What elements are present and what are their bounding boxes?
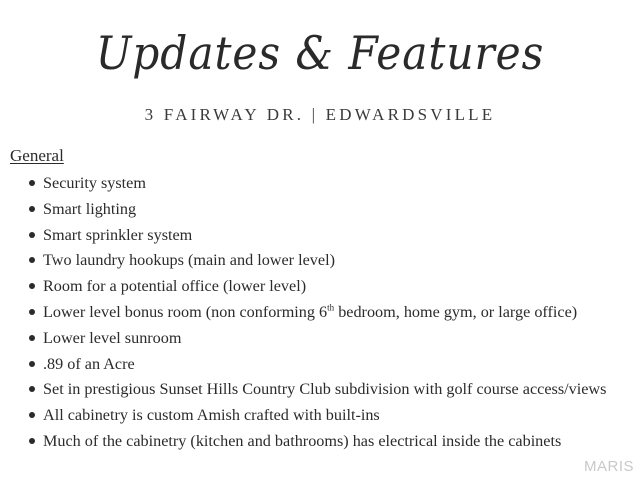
list-item-text-after: bedroom, home gym, or large office): [334, 302, 578, 321]
bullet-icon: [29, 412, 35, 418]
list-item: [0, 327, 640, 353]
bullet-icon: [29, 438, 35, 444]
list-item-text: Security system: [43, 174, 146, 192]
bullet-icon: [29, 206, 35, 212]
bullet-icon: [29, 180, 35, 186]
ordinal-superscript: th: [327, 302, 335, 313]
list-item-text: .89 of an Acre: [43, 354, 135, 373]
bullet-icon: [29, 283, 35, 289]
list-item-text: Two laundry hookups (main and lower level): [43, 251, 335, 270]
section-heading-general: General: [10, 146, 64, 165]
list-item-text: Smart lighting: [43, 199, 137, 218]
property-address: 3 FAIRWAY DR. | EDWARDSVILLE: [144, 105, 496, 124]
list-item-text: Smart sprinkler system: [43, 225, 193, 244]
bullet-icon: [29, 386, 35, 392]
list-item: [0, 224, 640, 250]
maris-watermark: MARIS: [583, 458, 634, 475]
bullet-icon: [29, 257, 35, 263]
list-item: [0, 249, 640, 275]
list-item: [0, 430, 640, 456]
list-item: [0, 353, 640, 379]
bullet-icon: [29, 335, 35, 341]
list-item-text: Much of the cabinetry (kitchen and bathrooms) has electrical inside the cabinets: [43, 431, 562, 450]
list-item: [0, 301, 640, 327]
list-item: [0, 378, 640, 404]
list-item-text-before: Lower level bonus room (non conforming 6: [43, 302, 328, 321]
list-item-text: Lower level sunroom: [43, 328, 182, 347]
list-item: [0, 198, 640, 224]
list-item: [0, 404, 640, 430]
list-item: [0, 172, 640, 198]
list-item: [0, 275, 640, 301]
features-list: [0, 172, 640, 456]
bullet-icon: [29, 309, 35, 315]
bullet-icon: [29, 232, 35, 238]
list-item-text: All cabinetry is custom Amish crafted with built-ins: [43, 406, 380, 425]
page-title: Updates & Features: [95, 26, 545, 80]
list-item-text: Room for a potential office (lower level): [43, 277, 307, 296]
list-item-text: Set in prestigious Sunset Hills Country Club subdivision with golf course access/views: [43, 380, 607, 399]
bullet-icon: [29, 361, 35, 367]
